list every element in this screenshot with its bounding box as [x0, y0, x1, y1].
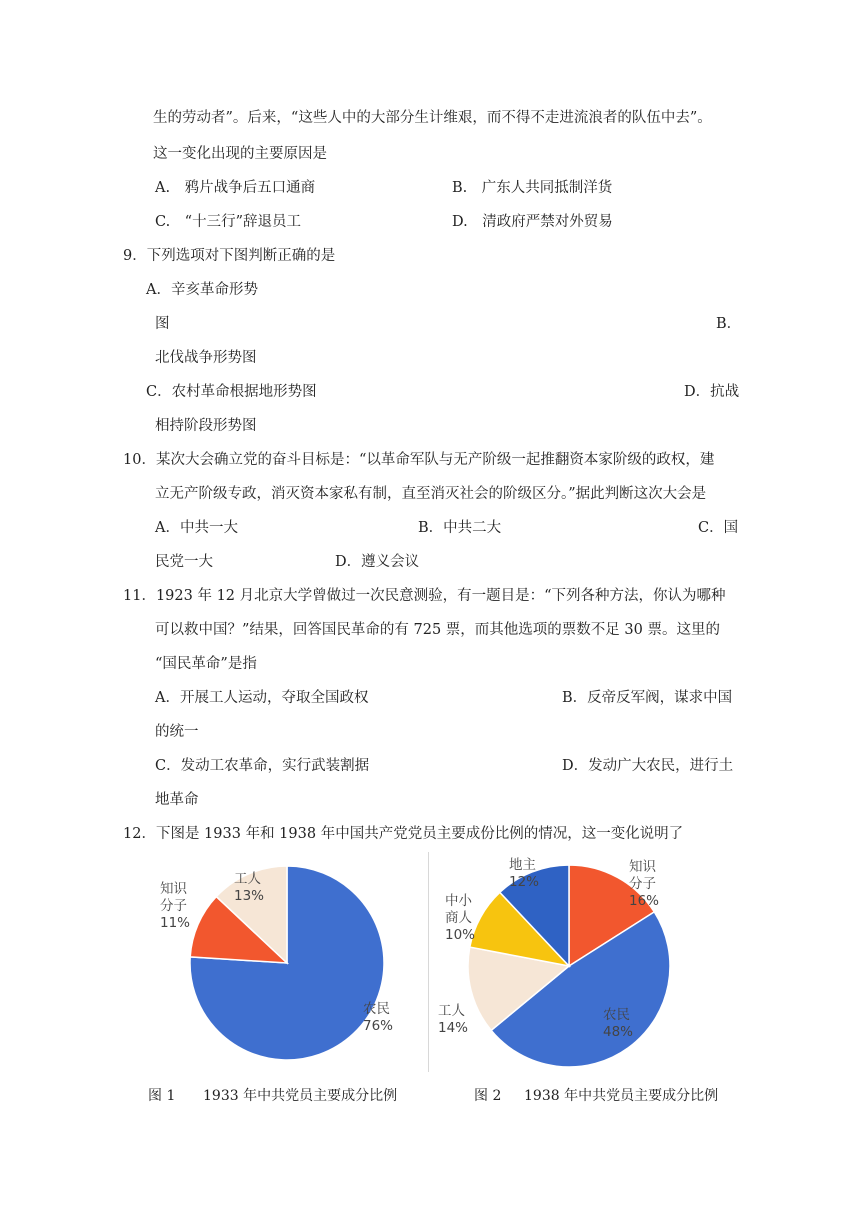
- q8-option-d: D. 清政府严禁对外贸易: [452, 214, 613, 230]
- pie1-label-intellectuals-name1: 知识: [160, 881, 187, 897]
- figure1-label: 图 1: [148, 1088, 176, 1104]
- pie2-label-landlords: [509, 857, 539, 891]
- pie2-label-intellectuals: [629, 859, 659, 910]
- q11-option-b-part2: 的统一: [155, 724, 199, 740]
- q8-option-b: B. 广东人共同抵制洋货: [452, 180, 613, 196]
- pie2-label-intellectuals-name1: 知识: [629, 859, 656, 875]
- q10-text-line2: 立无产阶级专政，消灭资本家私有制，直至消灭社会的阶级区分。”据此判断这次大会是: [155, 486, 707, 502]
- q11-text-line3: “国民革命”是指: [155, 656, 257, 672]
- pie2-label-workers-name: 工人: [438, 1003, 465, 1019]
- pie-chart-1933: [150, 855, 420, 1070]
- q9-stem: 9．下列选项对下图判断正确的是: [123, 248, 336, 264]
- q9-option-d-part1: D．抗战: [684, 384, 740, 400]
- q9-option-d-part2: 相持阶段形势图: [155, 418, 257, 434]
- q12-stem: 12．下图是 1933 年和 1938 年中国共产党党员主要成份比例的情况，这一变化说明了: [123, 826, 684, 842]
- q11-option-b-part1: B．反帝反军阀，谋求中国: [562, 690, 733, 706]
- q10-option-a: A．中共一大: [155, 520, 238, 536]
- q8-text-line2: 这一变化出现的主要原因是: [153, 146, 327, 162]
- q10-option-b: B．中共二大: [418, 520, 502, 536]
- q10-option-c-part2: 民党一大: [155, 554, 213, 570]
- pie-1933-svg: [150, 855, 420, 1070]
- q10-text-line1: 10．某次大会确立党的奋斗目标是：“以革命军队与无产阶级一起推翻资本家阶级的政权，建: [123, 452, 715, 468]
- pie2-label-farmers-name: 农民: [603, 1007, 630, 1023]
- pie1-label-workers-name: 工人: [234, 871, 261, 887]
- pie-1938-svg: [435, 855, 715, 1075]
- pie2-label-merchants-pct: 10%: [445, 927, 476, 943]
- pie2-label-landlords-pct: 12%: [509, 874, 540, 890]
- pie2-label-intellectuals-name2: 分子: [629, 876, 656, 892]
- q11-text-line2: 可以救中国？”结果，回答国民革命的有 725 票，而其他选项的票数不足 30 票。这里的: [155, 622, 720, 638]
- pie1-label-intellectuals-name2: 分子: [160, 898, 187, 914]
- pie2-label-workers: [438, 1003, 468, 1037]
- figure2-label: 图 2: [474, 1088, 502, 1104]
- pie2-label-farmers-pct: 48%: [603, 1024, 634, 1040]
- q11-option-a: A．开展工人运动，夺取全国政权: [155, 690, 369, 706]
- q9-option-c: C．农村革命根据地形势图: [146, 384, 317, 400]
- figure1-caption: 1933 年中共党员主要成分比例: [203, 1088, 398, 1104]
- q11-option-d-part2: 地革命: [155, 792, 199, 808]
- q9-option-a-part2: 图: [155, 316, 170, 332]
- q9-option-b-part1: B．: [716, 316, 742, 332]
- pie1-label-intellectuals-pct: 11%: [160, 915, 191, 931]
- pie2-label-landlords-name: 地主: [509, 857, 536, 873]
- q10-option-d: D．遵义会议: [335, 554, 420, 570]
- pie2-label-merchants-name1: 中小: [445, 893, 472, 909]
- pie2-label-workers-pct: 14%: [438, 1020, 469, 1036]
- pie2-label-farmers: [603, 1007, 633, 1041]
- pie2-label-merchants: [445, 893, 475, 944]
- pie1-label-workers-pct: 13%: [234, 888, 265, 904]
- q11-option-d-part1: D．发动广大农民，进行土: [562, 758, 734, 774]
- pie1-label-workers: [234, 871, 264, 905]
- pie2-label-intellectuals-pct: 16%: [629, 893, 660, 909]
- q11-text-line1: 11．1923 年 12 月北京大学曾做过一次民意测验，有一题目是：“下列各种方法，你认为哪种: [123, 588, 726, 604]
- q8-option-a: A. 鸦片战争后五口通商: [155, 180, 316, 196]
- q8-text-line1: 生的劳动者”。后来，“这些人中的大部分生计维艰，而不得不走进流浪者的队伍中去”。: [153, 110, 712, 126]
- q9-option-b-part2: 北伐战争形势图: [155, 350, 257, 366]
- q8-option-c: C. “十三行”辞退员工: [155, 214, 302, 230]
- pie1-label-intellectuals: [160, 881, 190, 932]
- q10-option-c-part1: C．国: [698, 520, 739, 536]
- pie1-label-farmers-name: 农民: [363, 1001, 390, 1017]
- figure-divider: [428, 852, 429, 1072]
- q11-option-c: C．发动工农革命，实行武装割据: [155, 758, 370, 774]
- pie1-label-farmers: [363, 1001, 393, 1035]
- pie2-label-merchants-name2: 商人: [445, 910, 472, 926]
- q9-option-a-part1: A．辛亥革命形势: [146, 282, 258, 298]
- figure2-caption: 1938 年中共党员主要成分比例: [524, 1088, 719, 1104]
- pie1-label-farmers-pct: 76%: [363, 1018, 394, 1034]
- pie-chart-1938: [435, 855, 715, 1075]
